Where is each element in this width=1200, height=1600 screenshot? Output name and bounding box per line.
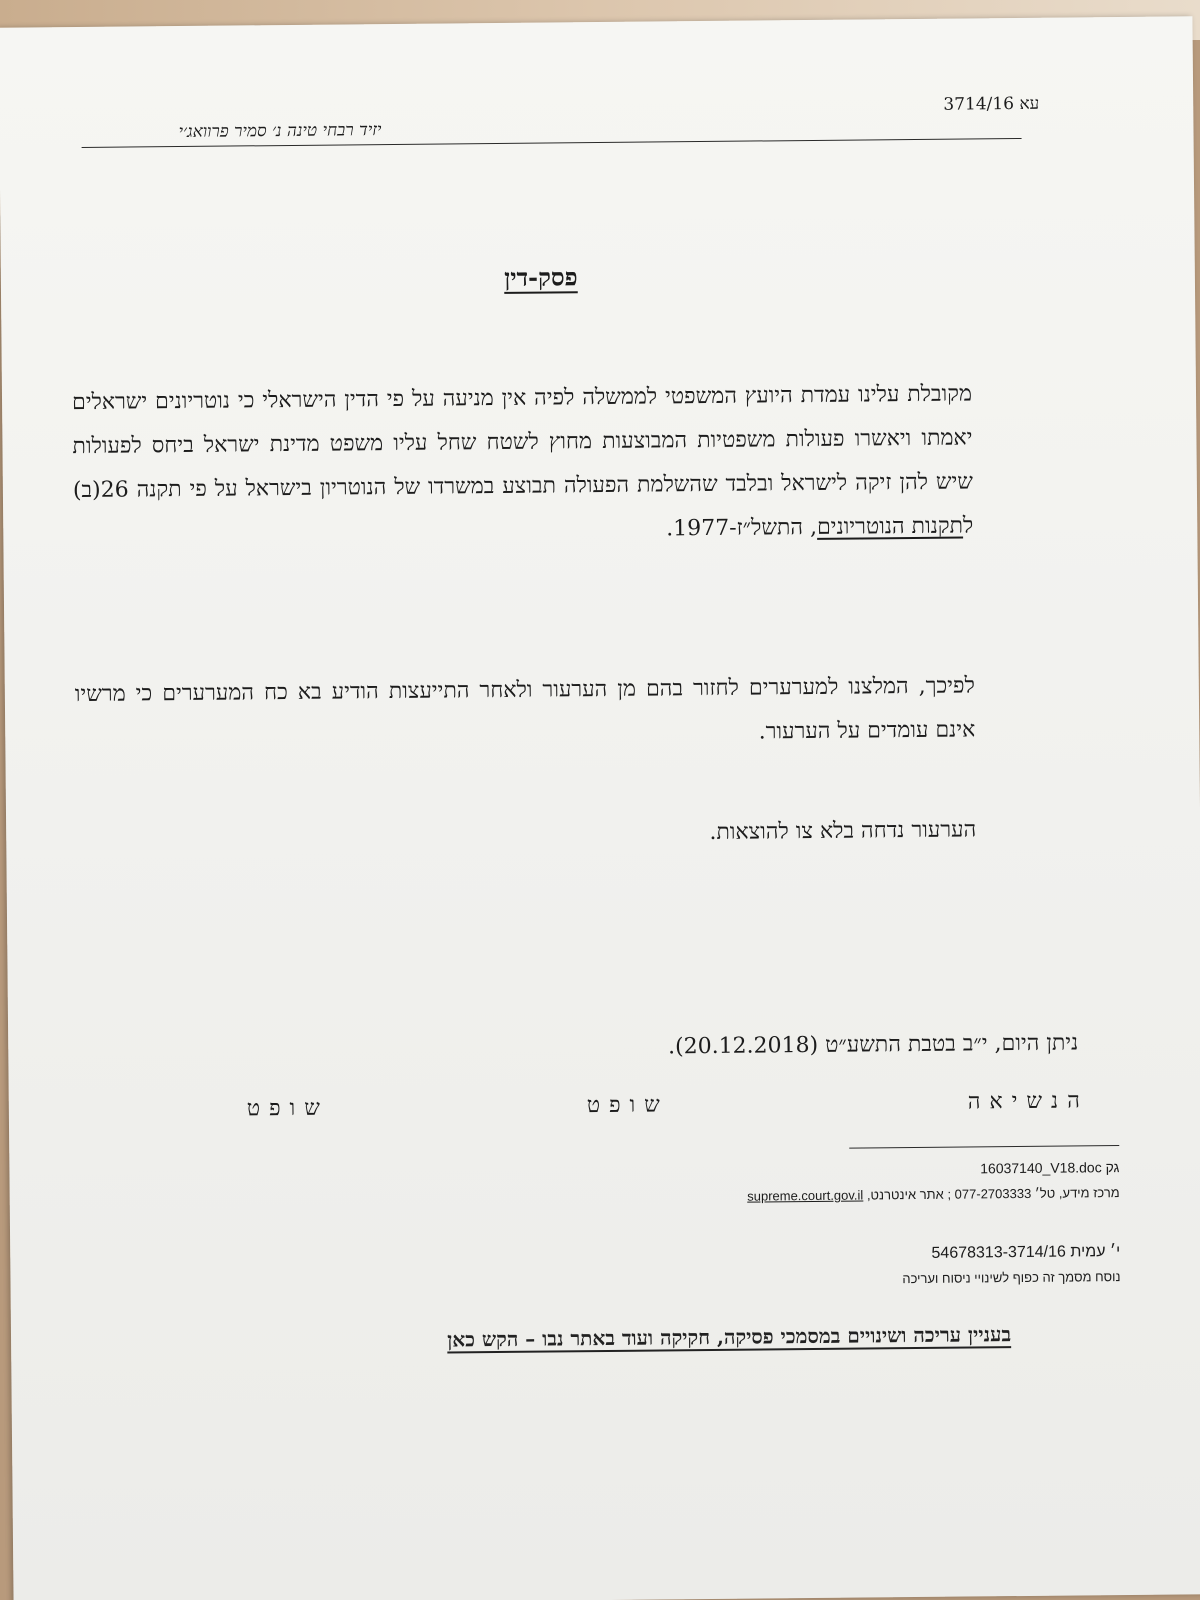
- footer-divider: [849, 1145, 1119, 1149]
- given-date: ניתן היום, י״ב בטבת התשע״ט (20.12.2018).: [667, 1030, 1079, 1060]
- signature-judge-1: שופט: [586, 1092, 669, 1119]
- regulation-link[interactable]: תקנות הנוטריונים: [816, 513, 964, 540]
- paragraph-1-text: מקובלת עלינו עמדת היועץ המשפטי לממשלה לפיה אין מניעה על פי הדין הישראלי כי נוטריונים ישראלים יאמתו ויאשרו פעולות משפטיות המבוצעות מחוץ לשטח שחל עליו משפט מדינת ישראל ביחס לפעולות שיש להן זיקה לישראל ובלבד שהשלמת הפעולה תבוצע במשרדו של הנוטריון בישראל על פי תקנה 26(ב) ל: [71, 381, 974, 539]
- document-title: פסק-דין: [504, 262, 578, 292]
- document-reference: 16037140_V18.doc גק: [980, 1159, 1120, 1177]
- paragraph-2: לפיכך, המלצנו למערערים לחזור בהם מן הערעור ולאחר התייעצות הודיע בא כח המערערים כי מרשיו אינם עומדים על הערעור.: [74, 673, 976, 745]
- paragraph-3: הערעור נדחה בלא צו להוצאות.: [709, 817, 977, 845]
- signature-president: הנשיאה: [967, 1088, 1089, 1115]
- paragraph-1-tail: , התשל״ז-1977.: [666, 514, 818, 542]
- version-note: נוסח מסמך זה כפוף לשינויי ניסוח ועריכה: [902, 1269, 1121, 1287]
- website-link[interactable]: supreme.court.gov.il: [747, 1187, 864, 1204]
- document-page: [0, 16, 1200, 1600]
- signature-judge-2: שופט: [246, 1095, 329, 1122]
- paragraph-1: [72, 372, 974, 557]
- nevo-edits-link[interactable]: בעניין עריכה ושינויים במסמכי פסיקה, חקיקה ועוד באתר נבו – הקש כאן: [447, 1322, 1012, 1352]
- info-center-text: מרכז מידע, טל׳ 077-2703333 ; אתר אינטרנט,: [866, 1185, 1120, 1203]
- case-number: עא 3714/16: [943, 93, 1040, 115]
- info-center: [550, 1185, 1120, 1205]
- case-parties: יזיד רבחי טינה נ׳ סמיר פרוואג׳י: [178, 120, 382, 143]
- page-reference: י׳ עמית 54678313-3714/16: [931, 1243, 1121, 1262]
